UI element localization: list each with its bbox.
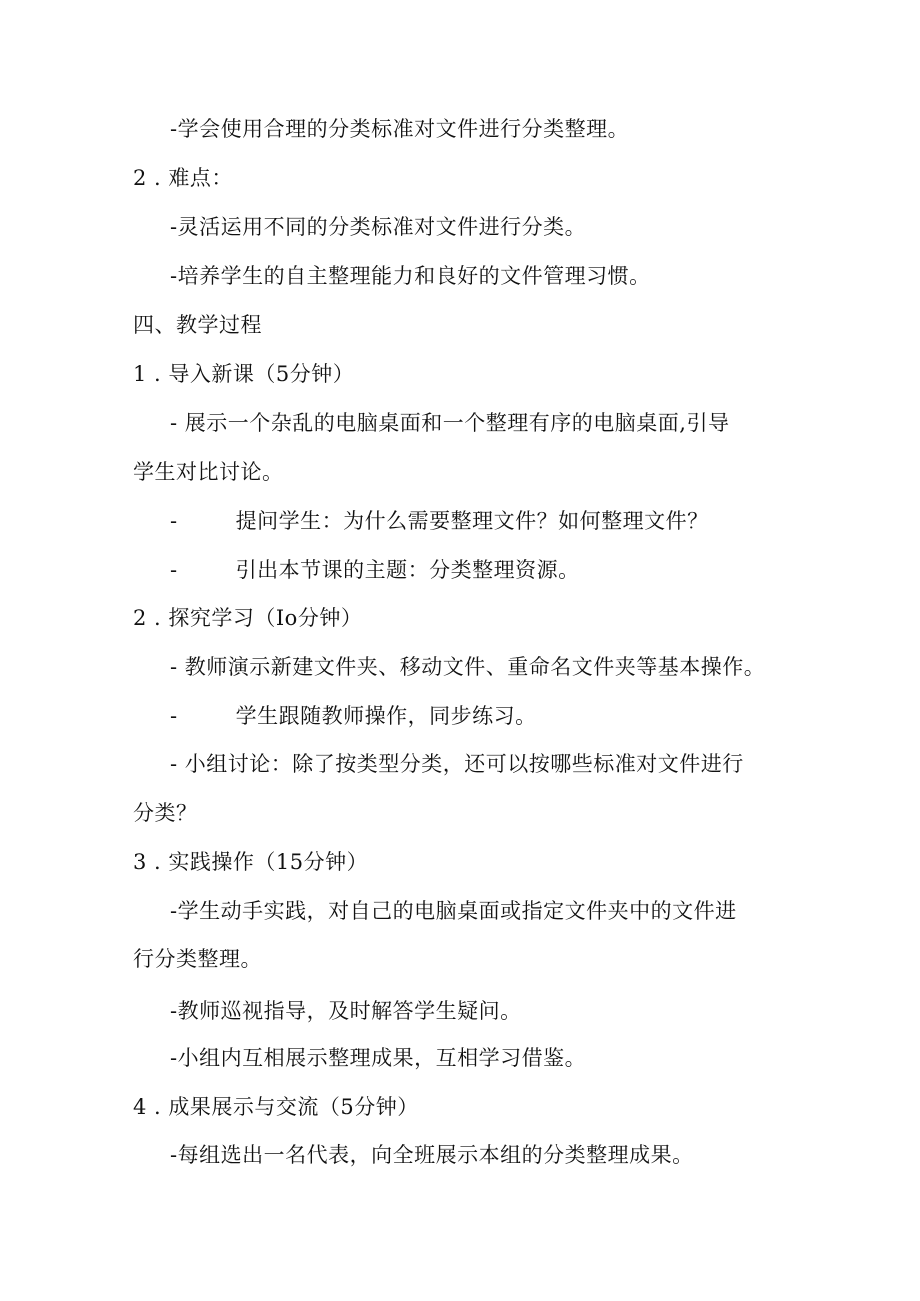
list-item-text: 引出本节课的主题：分类整理资源。: [235, 558, 580, 582]
text-line: [170, 555, 580, 585]
text-line: 行分类整理。: [133, 947, 262, 971]
text-line: -教师巡视指导，及时解答学生疑问。: [170, 999, 522, 1023]
chapter-heading: 四、教学过程: [133, 313, 262, 337]
text-line: -培养学生的自主整理能力和良好的文件管理习惯。: [170, 264, 651, 288]
section-heading: 1 . 导入新课（5分钟）: [133, 362, 355, 386]
text-line: -学生动手实践，对自己的电脑桌面或指定文件夹中的文件进: [170, 899, 737, 923]
text-line: -灵活运用不同的分类标准对文件进行分类。: [170, 215, 587, 239]
list-item-text: 提问学生：为什么需要整理文件？如何整理文件？: [235, 509, 709, 533]
list-dash: -: [170, 558, 178, 582]
text-line: -学会使用合理的分类标准对文件进行分类整理。: [170, 117, 630, 141]
section-heading: 4 . 成果展示与交流（5分钟）: [133, 1095, 419, 1119]
text-line: - 小组讨论：除了按类型分类，还可以按哪些标准对文件进行: [170, 752, 744, 776]
list-dash: -: [170, 509, 178, 533]
list-dash: -: [170, 704, 178, 728]
text-line: 分类？: [133, 801, 198, 825]
text-line: [170, 506, 709, 536]
section-heading: 2 . 难点：: [133, 166, 233, 190]
text-line: -每组选出一名代表，向全班展示本组的分类整理成果。: [170, 1143, 694, 1167]
text-line: 学生对比讨论。: [133, 460, 284, 484]
text-line: - 展示一个杂乱的电脑桌面和一个整理有序的电脑桌面,引导: [170, 411, 730, 435]
section-heading: 2 . 探究学习（Io分钟）: [133, 606, 363, 630]
text-line: - 教师演示新建文件夹、移动文件、重命名文件夹等基本操作。: [170, 655, 766, 679]
list-item-text: 学生跟随教师操作，同步练习。: [235, 704, 537, 728]
text-line: [170, 701, 537, 731]
text-line: -小组内互相展示整理成果，互相学习借鉴。: [170, 1046, 587, 1070]
section-heading: 3 . 实践操作（15分钟）: [133, 850, 369, 874]
